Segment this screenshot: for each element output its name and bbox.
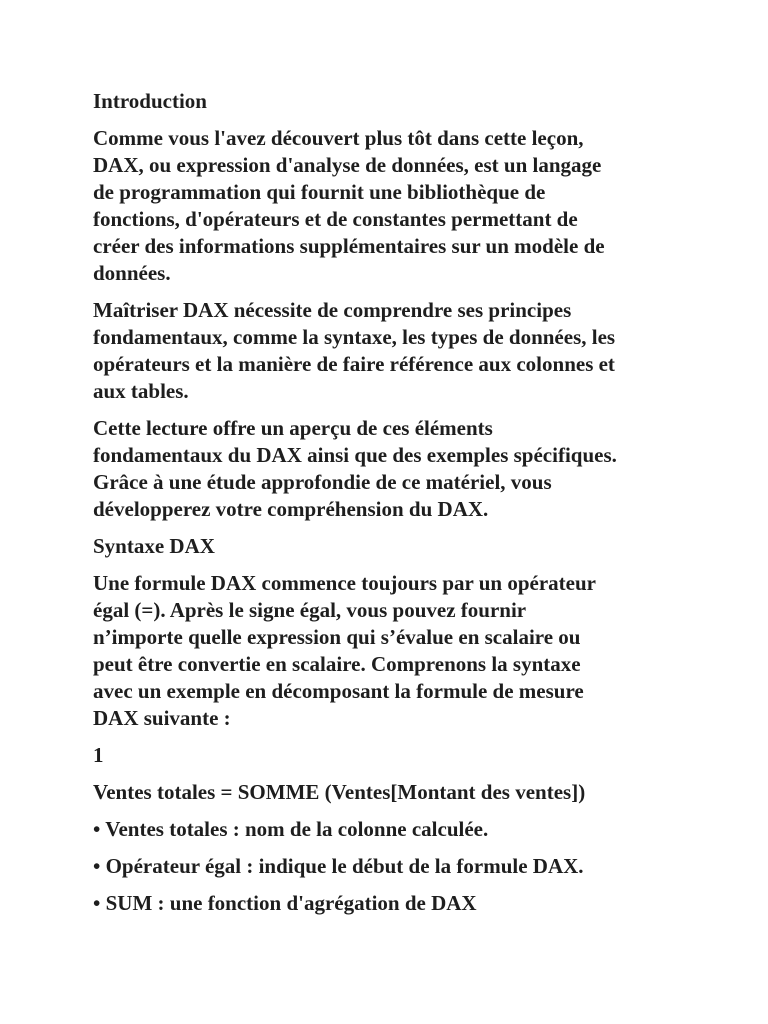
text-line: avec un exemple en décomposant la formule de mesure [93,679,584,703]
text-line: Cette lecture offre un aperçu de ces éléments [93,416,493,440]
text-line: créer des informations supplémentaires sur un modèle de [93,234,605,258]
paragraph-fundamentals [93,297,688,405]
text-line: peut être convertie en scalaire. Comprenons la syntaxe [93,652,581,676]
text-line: Une formule DAX commence toujours par un opérateur [93,571,596,595]
bullet-item: • Opérateur égal : indique le début de la formule DAX. [93,854,584,878]
text-line: données. [93,261,171,285]
bullet-item: • SUM : une fonction d'agrégation de DAX [93,891,477,915]
text-line: fondamentaux, comme la syntaxe, les types de données, les [93,325,616,349]
text-line: Maîtriser DAX nécessite de comprendre ses principes [93,298,572,322]
heading-syntax: Syntaxe DAX [93,534,215,558]
paragraph-intro [93,125,688,287]
text-line: de programmation qui fournit une bibliothèque de [93,180,546,204]
text-line: Grâce à une étude approfondie de ce matériel, vous [93,470,552,494]
text-line: aux tables. [93,379,189,403]
text-line: développerez votre compréhension du DAX. [93,497,489,521]
text-line: égal (=). Après le signe égal, vous pouvez fournir [93,598,527,622]
text-line: DAX suivante : [93,706,231,730]
text-line: fondamentaux du DAX ainsi que des exemples spécifiques. [93,443,617,467]
text-line: fonctions, d'opérateurs et de constantes permettant de [93,207,578,231]
text-line: Comme vous l'avez découvert plus tôt dans cette leçon, [93,126,584,150]
text-line: DAX, ou expression d'analyse de données, est un langage [93,153,602,177]
text-line: opérateurs et la manière de faire référence aux colonnes et [93,352,615,376]
paragraph-syntax [93,570,688,732]
dax-formula: Ventes totales = SOMME (Ventes[Montant des ventes]) [93,780,586,804]
paragraph-overview [93,415,688,523]
heading-introduction: Introduction [93,89,207,113]
bullet-item: • Ventes totales : nom de la colonne calculée. [93,817,489,841]
text-line: n’importe quelle expression qui s’évalue en scalaire ou [93,625,581,649]
code-line-number: 1 [93,743,104,767]
